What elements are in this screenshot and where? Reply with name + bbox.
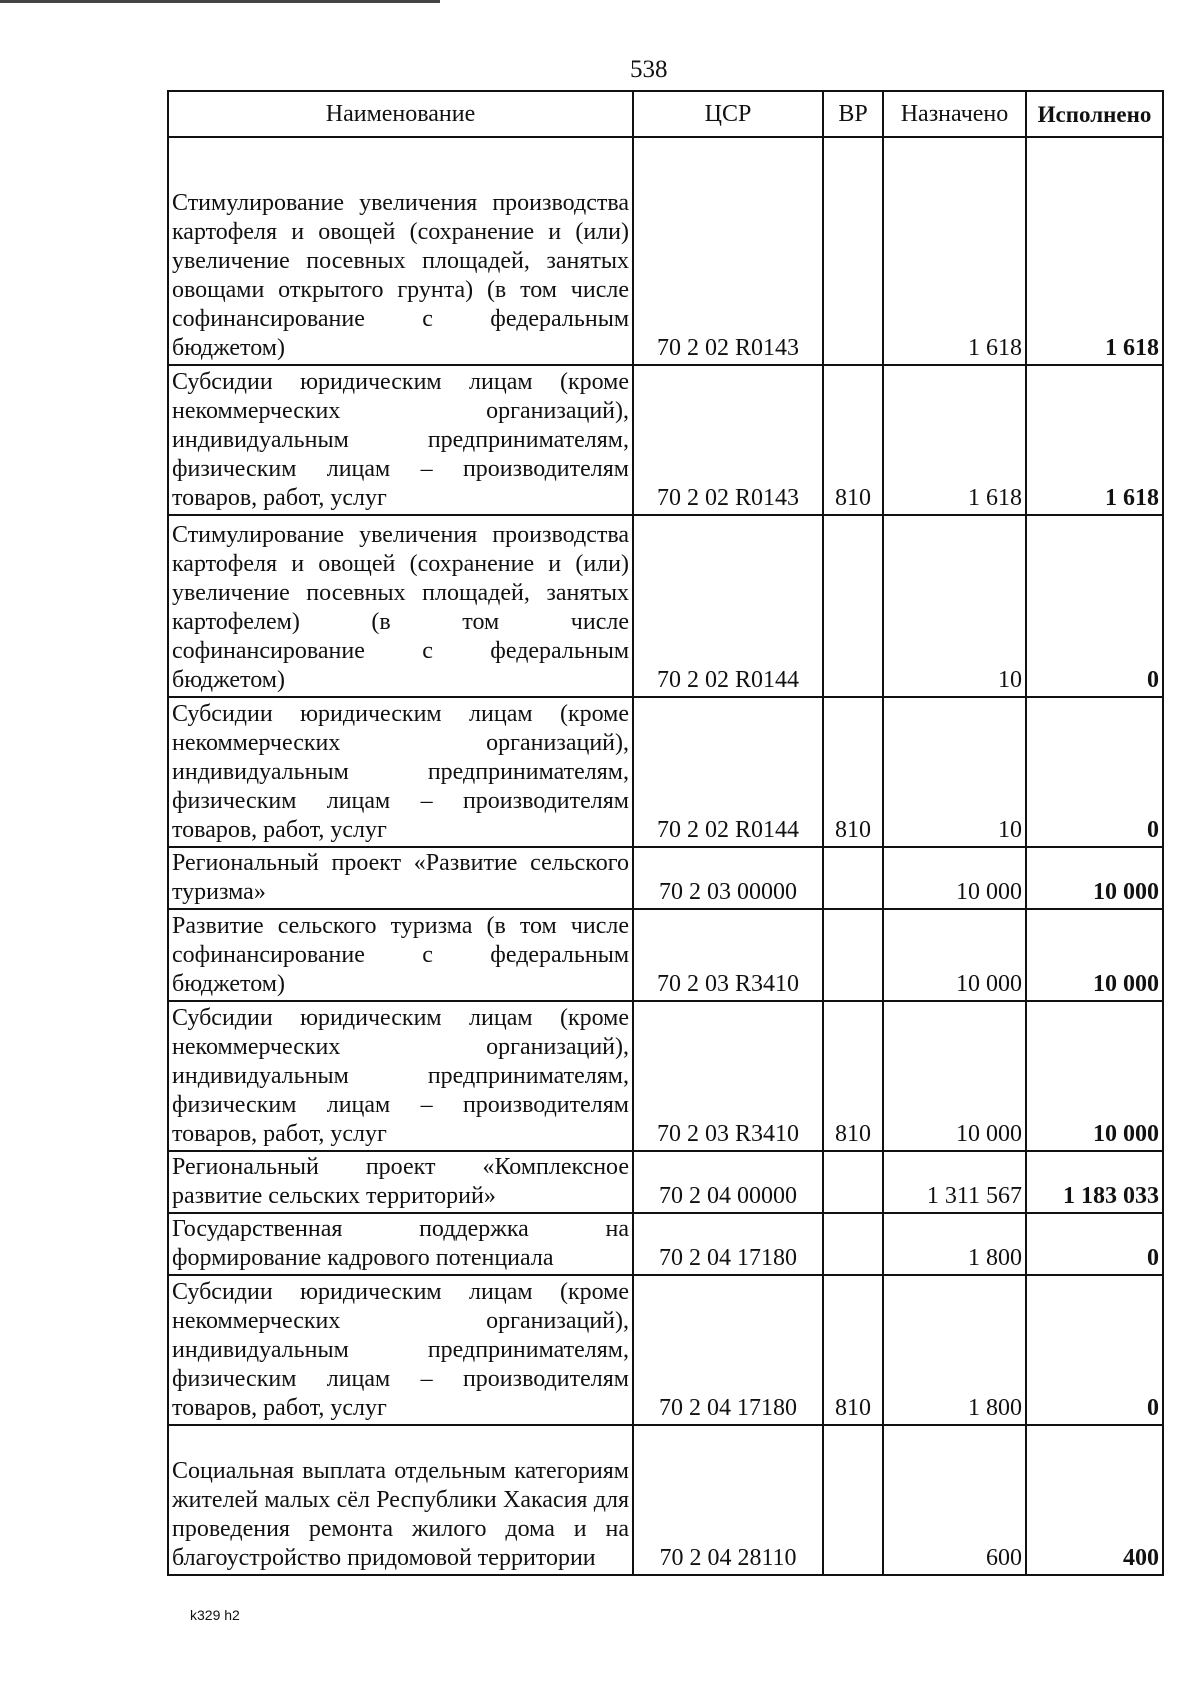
row-vr [823,515,883,697]
budget-table [167,90,1164,1576]
row-assigned: 600 [883,1425,1026,1575]
table-row [168,909,1163,1001]
row-executed: 10 000 [1026,909,1163,1001]
row-vr: 810 [823,697,883,847]
row-csr: 70 2 02 R0144 [633,515,823,697]
table-row [168,1425,1163,1575]
table-row [168,1001,1163,1151]
row-vr: 810 [823,1275,883,1425]
row-executed: 0 [1026,1213,1163,1275]
table-row [168,697,1163,847]
row-executed: 10 000 [1026,1001,1163,1151]
table-row [168,515,1163,697]
row-name: Социальная выплата отдельным категориям жителей малых сёл Республики Хакасия для проведения ремонта жилого дома и на благоустройство придомовой территории [168,1425,633,1575]
row-name: Региональный проект «Комплексное развитие сельских территорий» [168,1151,633,1213]
row-name: Субсидии юридическим лицам (кроме некоммерческих организаций), индивидуальным предпринимателям, физическим лицам – производителям товаров, работ, услуг [168,1275,633,1425]
table-row [168,1213,1163,1275]
row-assigned: 10 [883,697,1026,847]
row-name: Субсидии юридическим лицам (кроме некоммерческих организаций), индивидуальным предпринимателям, физическим лицам – производителям товаров, работ, услуг [168,1001,633,1151]
table-row [168,137,1163,365]
row-executed: 400 [1026,1425,1163,1575]
header-name: Наименование [168,91,633,137]
row-executed: 1 618 [1026,365,1163,515]
table-header-row [168,91,1163,137]
row-name: Стимулирование увеличения производства картофеля и овощей (сохранение и (или) увеличение посевных площадей, занятых овощами открытого грунта) (в том числе софинансирование с федеральным бюджетом) [168,137,633,365]
row-csr: 70 2 03 00000 [633,847,823,909]
table-row [168,1275,1163,1425]
row-name: Региональный проект «Развитие сельского туризма» [168,847,633,909]
row-csr: 70 2 04 28110 [633,1425,823,1575]
table-row [168,1151,1163,1213]
row-assigned: 1 618 [883,365,1026,515]
row-executed: 0 [1026,697,1163,847]
table-row [168,847,1163,909]
footer-document-code: k329 h2 [190,1607,240,1623]
row-assigned: 1 311 567 [883,1151,1026,1213]
row-vr [823,137,883,365]
row-vr [823,847,883,909]
row-csr: 70 2 04 17180 [633,1213,823,1275]
row-executed: 0 [1026,1275,1163,1425]
row-csr: 70 2 02 R0144 [633,697,823,847]
row-executed: 1 618 [1026,137,1163,365]
header-executed: Исполнено [1026,91,1163,137]
row-name: Развитие сельского туризма (в том числе софинансирование с федеральным бюджетом) [168,909,633,1001]
row-name: Субсидии юридическим лицам (кроме некоммерческих организаций), индивидуальным предпринимателям, физическим лицам – производителям товаров, работ, услуг [168,697,633,847]
table-row [168,365,1163,515]
row-csr: 70 2 02 R0143 [633,137,823,365]
row-executed: 10 000 [1026,847,1163,909]
row-name: Государственная поддержка на формирование кадрового потенциала [168,1213,633,1275]
row-executed: 1 183 033 [1026,1151,1163,1213]
row-name: Стимулирование увеличения производства картофеля и овощей (сохранение и (или) увеличение посевных площадей, занятых картофелем) (в том числе софинансирование с федеральным бюджетом) [168,515,633,697]
row-csr: 70 2 04 17180 [633,1275,823,1425]
row-csr: 70 2 04 00000 [633,1151,823,1213]
header-csr: ЦСР [633,91,823,137]
row-vr: 810 [823,365,883,515]
row-vr [823,1213,883,1275]
row-vr [823,1425,883,1575]
row-vr [823,909,883,1001]
row-executed: 0 [1026,515,1163,697]
row-assigned: 1 800 [883,1213,1026,1275]
row-assigned: 10 [883,515,1026,697]
row-assigned: 10 000 [883,909,1026,1001]
header-assigned: Назначено [883,91,1026,137]
row-vr [823,1151,883,1213]
scan-edge-mark [0,0,440,3]
row-assigned: 10 000 [883,847,1026,909]
row-csr: 70 2 03 R3410 [633,909,823,1001]
row-vr: 810 [823,1001,883,1151]
page-number: 538 [630,56,668,83]
row-name: Субсидии юридическим лицам (кроме некоммерческих организаций), индивидуальным предпринимателям, физическим лицам – производителям товаров, работ, услуг [168,365,633,515]
row-assigned: 1 800 [883,1275,1026,1425]
row-csr: 70 2 03 R3410 [633,1001,823,1151]
row-assigned: 1 618 [883,137,1026,365]
header-vr: ВР [823,91,883,137]
row-assigned: 10 000 [883,1001,1026,1151]
row-csr: 70 2 02 R0143 [633,365,823,515]
